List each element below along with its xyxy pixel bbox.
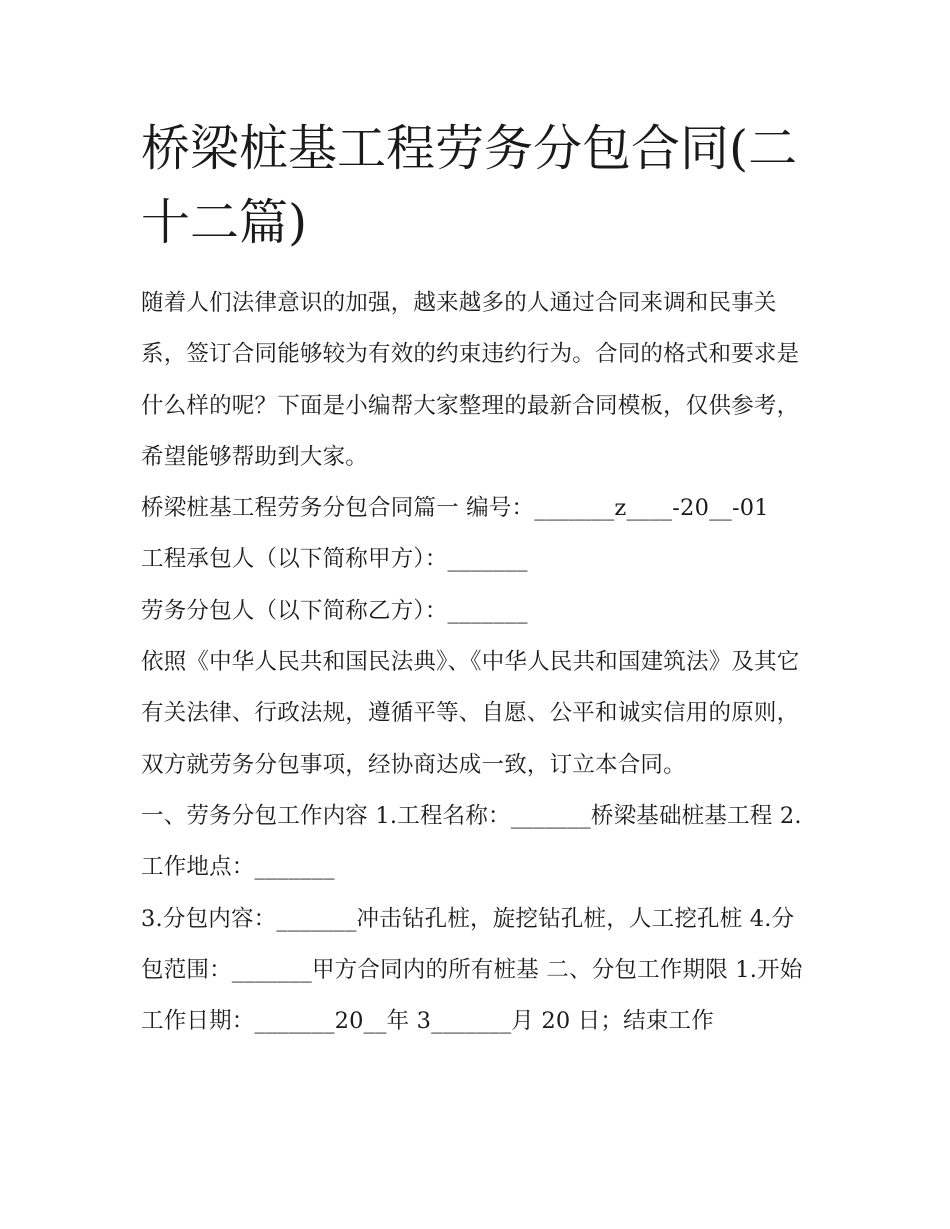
- document-title: 桥梁桩基工程劳务分包合同(二十二篇): [141, 120, 798, 251]
- party-b-line: 劳务分包人（以下简称乙方）：_______: [141, 597, 528, 624]
- document-page: [141, 112, 816, 1047]
- work-content-paragraph: 一、劳务分包工作内容 1.工程名称：_______桥梁基础桩基工程 2.工作地点：_______: [141, 802, 802, 881]
- party-a-line: 工程承包人（以下简称甲方）：_______: [141, 546, 528, 573]
- contract-number-line: 桥梁桩基工程劳务分包合同篇一 编号：_______z____-20__-01: [141, 495, 769, 522]
- intro-paragraph: 随着人们法律意识的加强，越来越多的人通过合同来调和民事关系，签订合同能够较为有效的约束违约行为。合同的格式和要求是什么样的呢？下面是小编帮大家整理的最新合同模板，仅供参考，希望能够帮助到大家。: [141, 290, 800, 470]
- scope-and-period-paragraph: 3.分包内容：_______冲击钻孔桩，旋挖钻孔桩，人工挖孔桩 4.分包范围：_______甲方合同内的所有桩基 二、分包工作期限 1.开始工作日期：_______20__年 3_______月 20 日；结束工作: [141, 905, 803, 1035]
- legal-basis-paragraph: 依照《中华人民共和国民法典》、《中华人民共和国建筑法》及其它有关法律、行政法规，遵循平等、自愿、公平和诚实信用的原则，双方就劳务分包事项，经协商达成一致，订立本合同。: [141, 649, 800, 778]
